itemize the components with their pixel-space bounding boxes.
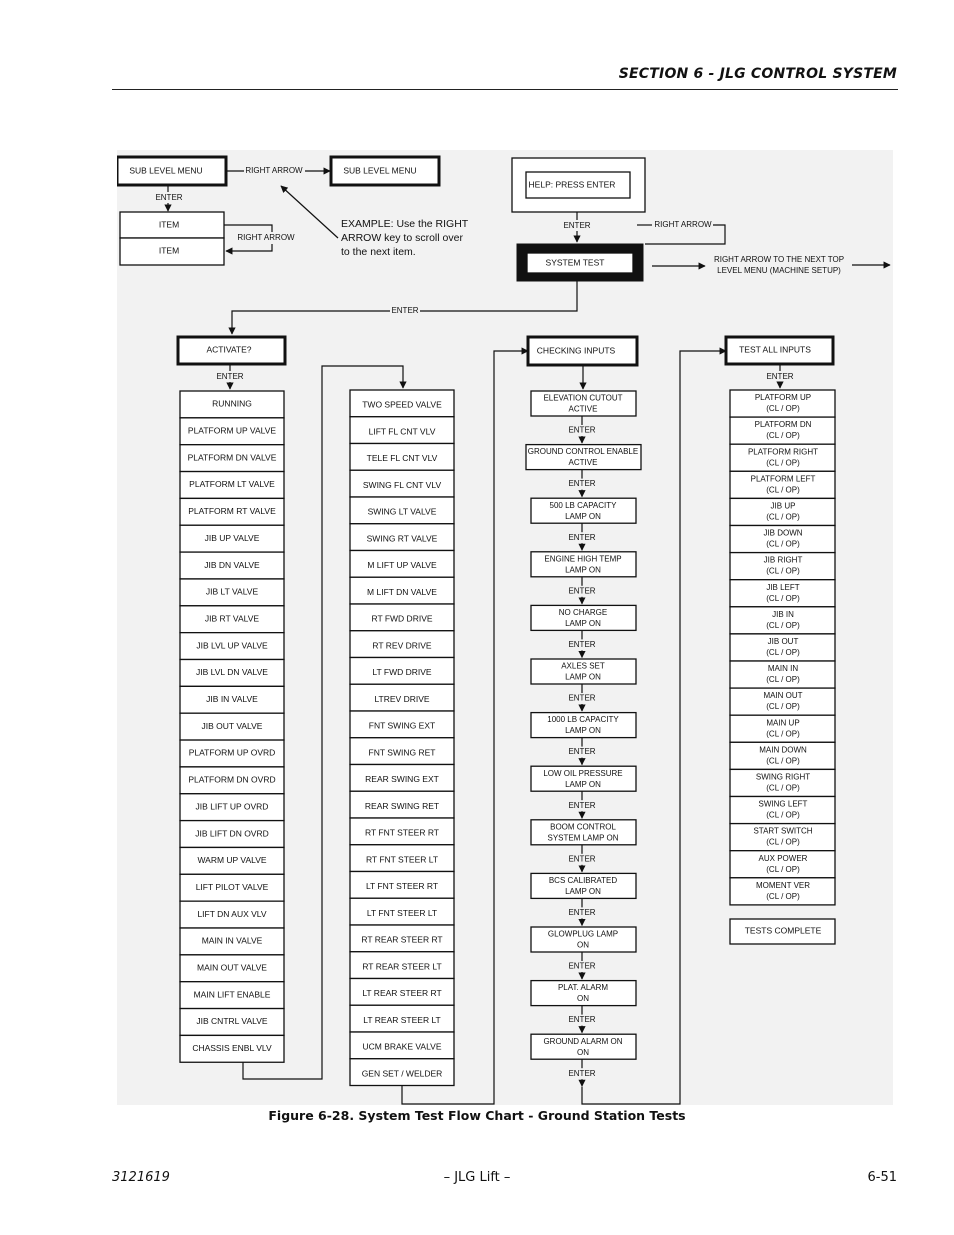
col2-item-label: M LIFT UP VALVE — [367, 560, 437, 571]
col2-item-label: SWING RT VALVE — [366, 533, 438, 544]
checking-inputs-label: CHECKING INPUTS — [536, 345, 616, 356]
enter-label-3: ENTER — [391, 306, 419, 316]
col3-enter-label: ENTER — [568, 693, 596, 703]
col3-item-sublabel: SYSTEM LAMP ON — [547, 833, 619, 843]
col1-item-label: JIB LT VALVE — [205, 586, 259, 597]
col3-item-sublabel: LAMP ON — [565, 565, 601, 575]
col4-item-label: SWING LEFT — [758, 799, 808, 809]
col3-item-label: GLOWPLUG LAMP — [547, 929, 619, 939]
col2-item-label: SWING FL CNT VLV — [362, 479, 442, 490]
right-arrow-label-2: RIGHT ARROW — [237, 233, 295, 243]
col2-item-label: FNT SWING RET — [368, 747, 436, 758]
col2-item-label: RT REAR STEER LT — [362, 961, 442, 972]
col4-item-label: AUX POWER — [758, 853, 808, 863]
col4-item-sublabel: (CL / OP) — [766, 539, 800, 549]
col1-item-label: PLATFORM DN VALVE — [187, 452, 277, 463]
col4-item-label: JIB OUT — [767, 637, 799, 647]
col3-item-sublabel: ON — [577, 940, 589, 950]
col4-item-label: JIB DOWN — [763, 528, 803, 538]
test-all-inputs-label: TEST ALL INPUTS — [739, 344, 811, 355]
col1-item-label: WARM UP VALVE — [197, 855, 267, 866]
col3-item-sublabel: LAMP ON — [565, 511, 601, 521]
col2-item-label: LTREV DRIVE — [374, 693, 430, 704]
col3-item-label: 500 LB CAPACITY — [549, 500, 617, 510]
col3-item-sublabel: ACTIVE — [568, 458, 598, 468]
col2-item-label: UCM BRAKE VALVE — [362, 1041, 442, 1052]
col4-item-sublabel: (CL / OP) — [766, 431, 800, 441]
col3-enter-label: ENTER — [568, 800, 596, 810]
col3-item-label: GROUND CONTROL ENABLE — [527, 447, 639, 457]
col4-item-sublabel: (CL / OP) — [766, 593, 800, 603]
col4-item-label: SWING RIGHT — [755, 772, 811, 782]
col1-item-label: RUNNING — [212, 398, 252, 409]
sub-level-menu-label-2: SUB LEVEL MENU — [343, 165, 417, 176]
col2-item-label: LT REAR STEER RT — [362, 988, 442, 999]
col1-item-label: PLATFORM DN OVRD — [188, 774, 276, 785]
col2-item-label: RT FNT STEER LT — [365, 854, 439, 865]
col1-item-label: MAIN OUT VALVE — [197, 962, 267, 973]
col2-item-label: RT FWD DRIVE — [371, 613, 433, 624]
col4-item-label: MAIN IN — [767, 664, 799, 674]
col2-item-label: LT FWD DRIVE — [372, 667, 432, 678]
col3-enter-label: ENTER — [568, 586, 596, 596]
example-note-line: EXAMPLE: Use the RIGHT — [341, 217, 469, 230]
col1-enter-label: ENTER — [216, 372, 244, 382]
col3-enter-label: ENTER — [568, 908, 596, 918]
example-note-line: to the next item. — [341, 245, 416, 258]
sub-level-menu-label: SUB LEVEL MENU — [129, 165, 203, 176]
col2-item-label: GEN SET / WELDER — [361, 1068, 443, 1079]
col3-item-label: ELEVATION CUTOUT — [543, 393, 623, 403]
col2-item-label: RT FNT STEER RT — [365, 827, 439, 838]
col4-item-sublabel: (CL / OP) — [766, 566, 800, 576]
col4-item-sublabel: (CL / OP) — [766, 620, 800, 630]
doc-number: 3121619 — [112, 1170, 170, 1185]
right-arrow-label-3: RIGHT ARROW — [654, 220, 712, 230]
col1-item-label: JIB LIFT DN OVRD — [195, 828, 269, 839]
col3-item-label: BOOM CONTROL — [550, 822, 616, 832]
col3-item-sublabel: LAMP ON — [565, 887, 601, 897]
col2-item-label: RT REV DRIVE — [372, 640, 432, 651]
right-arrow-label: RIGHT ARROW — [245, 166, 303, 176]
col4-item-label: MAIN OUT — [763, 691, 803, 701]
header-rule — [112, 89, 898, 90]
col4-item-sublabel: (CL / OP) — [766, 837, 800, 847]
col3-enter-label: ENTER — [568, 1068, 596, 1078]
col1-item-label: PLATFORM UP VALVE — [187, 425, 277, 436]
col2-item-label: REAR SWING RET — [364, 800, 440, 811]
col3-item-label: LOW OIL PRESSURE — [543, 768, 623, 778]
col4-item-sublabel: (CL / OP) — [766, 891, 800, 901]
tests-complete-label: TESTS COMPLETE — [744, 925, 822, 936]
col4-item-label: MOMENT VER — [755, 880, 811, 890]
col4-item-label: JIB LEFT — [766, 582, 800, 592]
col1-item-label: PLATFORM LT VALVE — [189, 479, 275, 490]
col3-item-sublabel: ON — [577, 994, 589, 1004]
col2-item-label: REAR SWING EXT — [365, 774, 439, 785]
col3-enter-label: ENTER — [568, 425, 596, 435]
col1-item-label: MAIN IN VALVE — [201, 935, 263, 946]
col1-item-label: JIB OUT VALVE — [201, 720, 263, 731]
col4-item-label: JIB IN — [772, 609, 794, 619]
col3-item-sublabel: ON — [577, 1047, 589, 1057]
col3-item-label: 1000 LB CAPACITY — [547, 715, 619, 725]
col3-enter-label: ENTER — [568, 532, 596, 542]
col3-enter-label: ENTER — [568, 854, 596, 864]
col3-enter-label: ENTER — [568, 961, 596, 971]
col4-item-label: PLATFORM RIGHT — [747, 447, 819, 457]
col1-item-label: CHASSIS ENBL VLV — [192, 1043, 272, 1054]
col4-item-sublabel: (CL / OP) — [766, 404, 800, 414]
figure-caption: Figure 6-28. System Test Flow Chart - Ground Station Tests — [268, 1108, 686, 1123]
col4-item-label: JIB UP — [770, 501, 796, 511]
col1-item-label: JIB LIFT UP OVRD — [195, 801, 269, 812]
next-top-level-label: LEVEL MENU (MACHINE SETUP) — [717, 266, 841, 276]
col4-item-sublabel: (CL / OP) — [766, 783, 800, 793]
col2-item-label: TELE FL CNT VLV — [366, 453, 438, 464]
col2-item-label: LT FNT STEER RT — [365, 881, 439, 892]
col2-item-label: LIFT FL CNT VLV — [368, 426, 436, 437]
col4-item-sublabel: (CL / OP) — [766, 485, 800, 495]
item-label-1: ITEM — [158, 219, 180, 230]
help-label: HELP: PRESS ENTER — [528, 179, 616, 190]
col1-item-label: JIB RT VALVE — [204, 613, 260, 624]
col1-item-label: LIFT PILOT VALVE — [195, 881, 269, 892]
next-top-level-label: RIGHT ARROW TO THE NEXT TOP — [713, 255, 845, 265]
col4-item-sublabel: (CL / OP) — [766, 702, 800, 712]
col2-item-label: RT REAR STEER RT — [361, 934, 443, 945]
col4-item-sublabel: (CL / OP) — [766, 458, 800, 468]
col2-item-label: SWING LT VALVE — [367, 506, 437, 517]
item-label-2: ITEM — [158, 245, 180, 256]
page-number: 6-51 — [867, 1170, 897, 1185]
col3-enter-label: ENTER — [568, 640, 596, 650]
col1-item-label: JIB UP VALVE — [204, 532, 260, 543]
col3-item-sublabel: LAMP ON — [565, 779, 601, 789]
col1-item-label: PLATFORM RT VALVE — [188, 506, 276, 517]
col2-item-label: M LIFT DN VALVE — [367, 586, 437, 597]
col3-item-label: GROUND ALARM ON — [543, 1036, 623, 1046]
col4-item-sublabel: (CL / OP) — [766, 864, 800, 874]
col1-item-label: PLATFORM UP OVRD — [188, 747, 276, 758]
col2-item-label: LT FNT STEER LT — [366, 907, 438, 918]
col3-item-label: ENGINE HIGH TEMP — [544, 554, 622, 564]
col4-enter-label: ENTER — [766, 372, 794, 382]
col3-item-sublabel: LAMP ON — [565, 619, 601, 629]
col4-item-sublabel: (CL / OP) — [766, 729, 800, 739]
col2-item-label: TWO SPEED VALVE — [362, 399, 442, 410]
system-test-flow-chart — [117, 150, 893, 1105]
col1-item-label: JIB DN VALVE — [204, 559, 260, 570]
activate-label: ACTIVATE? — [206, 344, 252, 355]
system-test-label: SYSTEM TEST — [545, 257, 605, 268]
col2-item-label: FNT SWING EXT — [368, 720, 436, 731]
col4-item-sublabel: (CL / OP) — [766, 648, 800, 658]
col3-item-sublabel: LAMP ON — [565, 672, 601, 682]
col3-item-label: BCS CALIBRATED — [548, 876, 618, 886]
col4-item-label: START SWITCH — [753, 826, 813, 836]
example-note-line: ARROW key to scroll over — [341, 231, 463, 244]
enter-label: ENTER — [155, 193, 183, 203]
col3-item-label: AXLES SET — [561, 661, 605, 671]
col3-item-label: NO CHARGE — [558, 608, 608, 618]
col4-item-label: PLATFORM LEFT — [750, 474, 816, 484]
col4-item-sublabel: (CL / OP) — [766, 675, 800, 685]
col3-item-sublabel: ACTIVE — [568, 404, 598, 414]
col4-item-label: JIB RIGHT — [763, 555, 803, 565]
col3-enter-label: ENTER — [568, 479, 596, 489]
col4-item-label: PLATFORM UP — [754, 393, 812, 403]
col4-item-sublabel: (CL / OP) — [766, 512, 800, 522]
section-title: SECTION 6 - JLG CONTROL SYSTEM — [618, 66, 897, 82]
col4-item-label: PLATFORM DN — [754, 420, 812, 430]
col1-item-label: JIB LVL UP VALVE — [196, 640, 268, 651]
col4-item-label: MAIN DOWN — [759, 745, 807, 755]
col3-item-sublabel: LAMP ON — [565, 726, 601, 736]
enter-label-2: ENTER — [563, 221, 591, 231]
col4-item-sublabel: (CL / OP) — [766, 756, 800, 766]
col2-item-label: LT REAR STEER LT — [363, 1014, 441, 1025]
col4-item-sublabel: (CL / OP) — [766, 810, 800, 820]
col3-item-label: PLAT. ALARM — [557, 983, 609, 993]
col1-item-label: JIB LVL DN VALVE — [196, 667, 268, 678]
col1-item-label: JIB IN VALVE — [206, 694, 258, 705]
col1-item-label: JIB CNTRL VALVE — [196, 1016, 268, 1027]
col1-item-label: MAIN LIFT ENABLE — [193, 989, 271, 1000]
col3-enter-label: ENTER — [568, 1015, 596, 1025]
col3-enter-label: ENTER — [568, 747, 596, 757]
col4-item-label: MAIN UP — [766, 718, 800, 728]
col1-item-label: LIFT DN AUX VLV — [197, 908, 267, 919]
footer-center: – JLG Lift – — [443, 1170, 511, 1185]
